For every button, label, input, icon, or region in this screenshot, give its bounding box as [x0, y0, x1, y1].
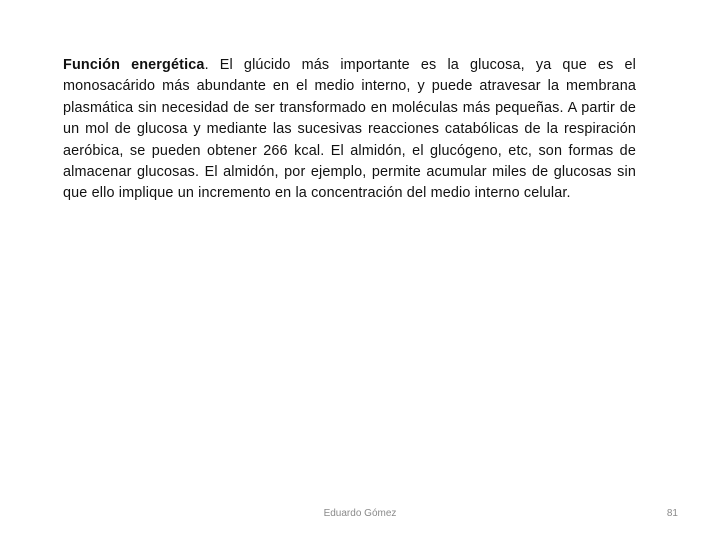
body-paragraph: [63, 55, 636, 205]
footer-author: Eduardo Gómez: [323, 508, 397, 519]
paragraph-heading: Función energética: [63, 57, 205, 73]
paragraph-text: . El glúcido más importante es la glucosa, ya que es el monosacárido más abundante en el medio interno, y puede atravesar la membrana plasmática sin necesidad de ser transformado en moléculas más pequeñas. A partir de un mol de glucosa y mediante las sucesivas reacciones catabólicas de la respiración aeróbica, se pueden obtener 266 kcal. El almidón, el glucógeno, etc, son formas de almacenar glucosas. El almidón, por ejemplo, permite acumular miles de glucosas sin que ello implique un incremento en la concentración del medio interno celular.: [63, 57, 636, 202]
page-number: 81: [666, 508, 678, 519]
